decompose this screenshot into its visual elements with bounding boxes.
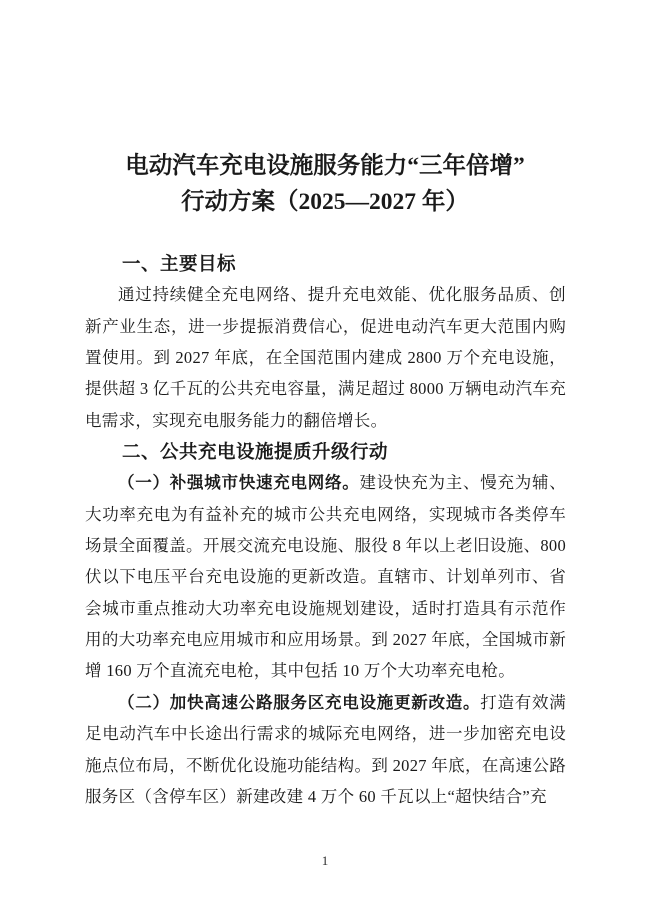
page-number: 1 [321,853,329,868]
document-title-line-1: 电动汽车充电设施服务能力“三年倍增” [125,153,525,179]
paragraph-city-fast-charging-lead: （一）补强城市快速充电网络。 [118,473,360,493]
paragraph-city-fast-charging [85,467,566,686]
document-title [0,0,650,220]
paragraph-highway-service-area [85,687,566,812]
document-title-line-2: 行动方案（2025—2027 年） [181,189,469,215]
section-heading-public-charging-upgrade: 二、公共充电设施提质升级行动 [122,441,389,463]
paragraph-highway-service-area-lead: （二）加快高速公路服务区充电设施更新改造。 [118,692,481,712]
paragraph-main-goals-text: 通过持续健全充电网络、提升充电效能、优化服务品质、创新产业生态，进一步提振消费信心，促进电动汽车更大范围内购置使用。到 2027 年底，在全国范围内建成 2800 万个充电设施，提供超 3 亿千瓦的公共充电容量，满足超过 8000 万辆电动汽车充电需求，实现充电服务能力的翻倍增长。 [85,285,566,430]
document-body [0,248,650,812]
section-heading-main-goals: 一、主要目标 [122,253,237,274]
paragraph-highway-service-area-text: 打造有效满足电动汽车中长途出行需求的城际充电网络，进一步加密充电设施点位布局，不断优化设施功能结构。到 2027 年底，在高速公路服务区（含停车区）新建改建 4 万个 60 千瓦以上“超快结合”充 [85,692,566,806]
paragraph-city-fast-charging-text: 建设快充为主、慢充为辅、大功率充电为有益补充的城市公共充电网络，实现城市各类停车场景全面覆盖。开展交流充电设施、服役 8 年以上老旧设施、800 伏以下电压平台充电设施的更新改造。直辖市、计划单列市、省会城市重点推动大功率充电设施规划建设，适时打造具有示范作用的大功率充电应用城市和应用场景。到 2027 年底，全国城市新增 160 万个直流充电枪，其中包括 10 万个大功率充电枪。 [85,473,566,681]
paragraph-main-goals [85,279,566,436]
